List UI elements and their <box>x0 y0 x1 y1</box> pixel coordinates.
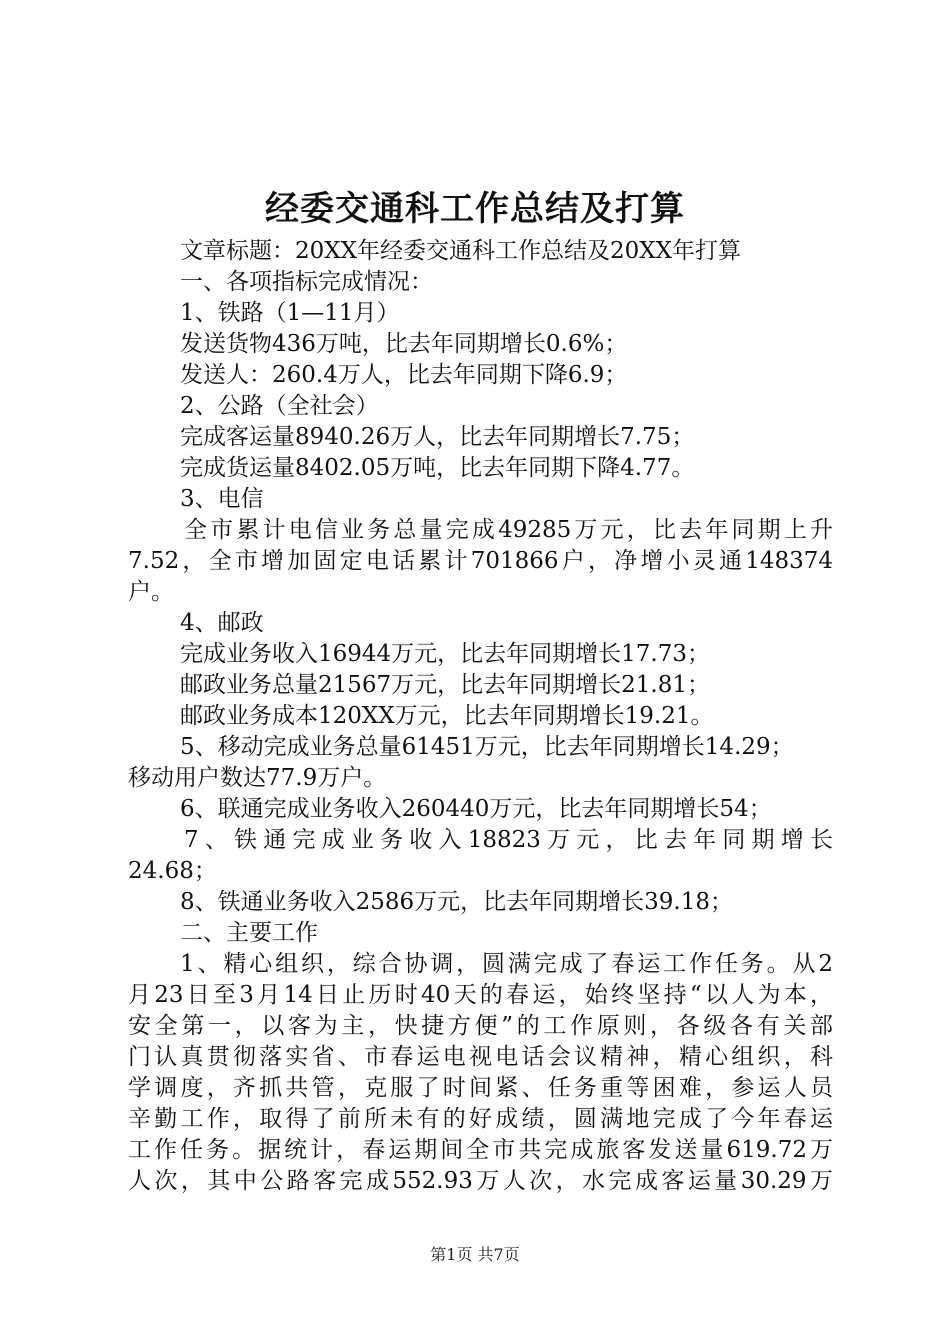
section-heading: 二、主要工作 <box>180 920 318 946</box>
text-line: 发送人：260.4万人，比去年同期下降6.9； <box>180 362 628 388</box>
text-line: 移动用户数达77.9万户。 <box>128 765 387 791</box>
text-line: 邮政业务成本120XX万元，比去年同期增长19.21。 <box>180 703 714 729</box>
text-line: 工作任务。据统计，春运期间全市共完成旅客发送量619.72万 <box>128 1137 833 1163</box>
page-number: 第1页 共7页 <box>430 1245 520 1264</box>
text-line: 7、铁通完成业务收入18823万元，比去年同期增长 <box>184 827 833 853</box>
document-body <box>128 236 833 1197</box>
article-title-line: 文章标题：20XX年经委交通科工作总结及20XX年打算 <box>180 238 742 264</box>
text-line: 安全第一，以客为主，快捷方便”的工作原则，各级各有关部 <box>128 1013 833 1039</box>
text-line: 户。 <box>128 579 174 605</box>
document-title: 经委交通科工作总结及打算 <box>265 189 685 229</box>
subsection-heading: 1、铁路（1—11月） <box>180 300 400 326</box>
text-line: 6、联通完成业务收入260440万元，比去年同期增长54； <box>180 796 772 822</box>
text-line: 5、移动完成业务总量61451万元，比去年同期增长14.29； <box>180 734 794 760</box>
subsection-heading: 2、公路（全社会） <box>180 393 379 419</box>
text-line: 完成客运量8940.26万人，比去年同期增长7.75； <box>180 424 695 450</box>
text-line: 24.68； <box>128 858 217 884</box>
text-line: 人次，其中公路客完成552.93万人次，水完成客运量30.29万 <box>128 1168 833 1194</box>
text-line: 辛勤工作，取得了前所未有的好成绩，圆满地完成了今年春运 <box>128 1106 833 1132</box>
text-line: 全市累计电信业务总量完成49285万元，比去年同期上升 <box>184 517 833 543</box>
text-line: 1、精心组织，综合协调，圆满完成了春运工作任务。从2 <box>180 951 833 977</box>
text-line: 月23日至3月14日止历时40天的春运，始终坚持“以人为本， <box>128 982 833 1008</box>
text-line: 邮政业务总量21567万元，比去年同期增长21.81； <box>180 672 711 698</box>
subsection-heading: 3、电信 <box>180 486 264 512</box>
text-line: 完成业务收入16944万元，比去年同期增长17.73； <box>180 641 711 667</box>
text-line: 完成货运量8402.05万吨，比去年同期下降4.77。 <box>180 455 695 481</box>
text-line: 8、铁通业务收入2586万元，比去年同期增长39.18； <box>180 889 734 915</box>
subsection-heading: 4、邮政 <box>180 610 264 636</box>
text-line: 发送货物436万吨，比去年同期增长0.6%； <box>180 331 628 357</box>
text-line: 门认真贯彻落实省、市春运电视电话会议精神，精心组织，科 <box>128 1044 833 1070</box>
section-heading: 一、各项指标完成情况： <box>180 269 433 295</box>
text-line: 学调度，齐抓共管，克服了时间紧、任务重等困难，参运人员 <box>128 1075 833 1101</box>
text-line: 7.52，全市增加固定电话累计701866户，净增小灵通148374 <box>128 548 833 574</box>
